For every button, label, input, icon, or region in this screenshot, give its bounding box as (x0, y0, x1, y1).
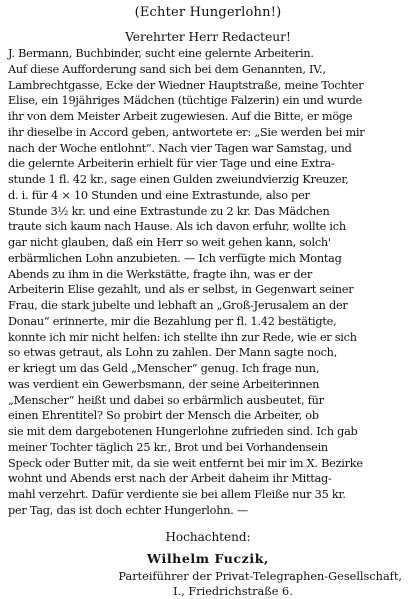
body-line: per Tag, das ist doch echter Hungerlohn. — (8, 503, 249, 517)
body-line: Arbeiterin Elise gezahlt, und als er selbst, in Gegenwart seiner (8, 283, 354, 297)
body-line: ihr dieselbe in Accord geben, antwortete er: „Sie werden bei mir (8, 125, 365, 139)
letter-closing: Hochachtend: (165, 529, 251, 544)
body-line: J. Bermann, Buchbinder, sucht eine gelernte Arbeiterin. (8, 47, 314, 60)
body-line: Donau“ erinnerte, mir die Bezahlung per fl. 1.42 bestätigte, (8, 314, 337, 328)
body-line: Stunde 3½ kr. und eine Extrastunde zu 2 kr. Das Mädchen (8, 204, 330, 218)
body-line: was verdient ein Gewerbsmann, der seine Arbeiterinnen (8, 377, 320, 391)
body-line: ihr von dem Meister Arbeit zugewiesen. Auf die Bitte, er möge (8, 110, 353, 123)
body-line: gar nicht glauben, daß ein Herr so weit gehen kann, solch' (8, 236, 331, 249)
body-line: d. i. für 4 × 10 Stunden und eine Extrastunde, also per (8, 188, 310, 202)
body-line: wohnt und Abends erst nach der Arbeit daheim ihr Mittag- (8, 472, 332, 486)
body-line: einen Ehrentitel? So probirt der Mensch die Arbeiter, ob (8, 409, 319, 423)
body-line: sie mit dem dargebotenen Hungerlohne zufrieden sind. Ich gab (8, 425, 358, 438)
body-line: Auf diese Aufforderung sand sich bei dem Genannten, IV., (8, 62, 326, 76)
body-line: traute sich kaum nach Hause. Als ich davon erfuhr, wollte ich (8, 220, 346, 234)
body-line: er kriegt um das Geld „Menscher“ genug. Ich frage nun, (8, 362, 320, 375)
letter-title: (Echter Hungerlohn!) (134, 5, 282, 20)
body-line: erbärmlichen Lohn anzubieten. — Ich verfügte mich Montag (8, 251, 342, 265)
body-line: mahl verzehrt. Dafür verdiente sie bei allem Fleiße nur 35 kr. (8, 488, 346, 501)
body-line: Frau, die stark jubelte und lebhaft an „Groß-Jerusalem an der (8, 299, 348, 312)
body-line: Abends zu ihm in die Werkstätte, fragte ihn, was er der (8, 267, 312, 281)
letter-body (8, 46, 408, 519)
body-line: Speck oder Butter mit, da sie weit entfernt bei mir im X. Bezirke (8, 456, 363, 470)
letter-salutation: Verehrter Herr Redacteur! (125, 30, 291, 44)
body-line: „Menscher“ heißt und dabei so erbärmlich ausbeutet, für (8, 393, 324, 407)
body-line: so etwas getraut, als Lohn zu zahlen. Der Mann sagte noch, (8, 346, 338, 360)
body-line: die gelernte Arbeiterin erhielt für vier Tage und eine Extra- (8, 157, 335, 171)
body-line: Lambrechtgasse, Ecke der Wiedner Hauptstraße, meine Tochter (8, 78, 364, 92)
body-line: nach der Woche entlohnt“. Nach vier Tagen war Samstag, und (8, 141, 352, 155)
body-line: Elise, ein 19jähriges Mädchen (tüchtige Falzerin) ein und wurde (8, 94, 363, 108)
signature-address: I., Friedrichstraße 6. (173, 584, 293, 598)
body-line: meiner Tochter täglich 25 kr., Brot und bei Vorhandensein (8, 440, 328, 454)
signature-role: Parteiführer der Privat-Telegraphen-Gesellschaft, (118, 569, 402, 583)
body-line: stunde 1 fl. 42 kr., sage einen Gulden zweiundvierzig Kreuzer, (8, 173, 349, 186)
signature-name: Wilhelm Fuczik, (147, 550, 269, 566)
body-line: konnte ich mir nicht helfen: ich stellte ihn zur Rede, wie er sich (8, 330, 357, 344)
